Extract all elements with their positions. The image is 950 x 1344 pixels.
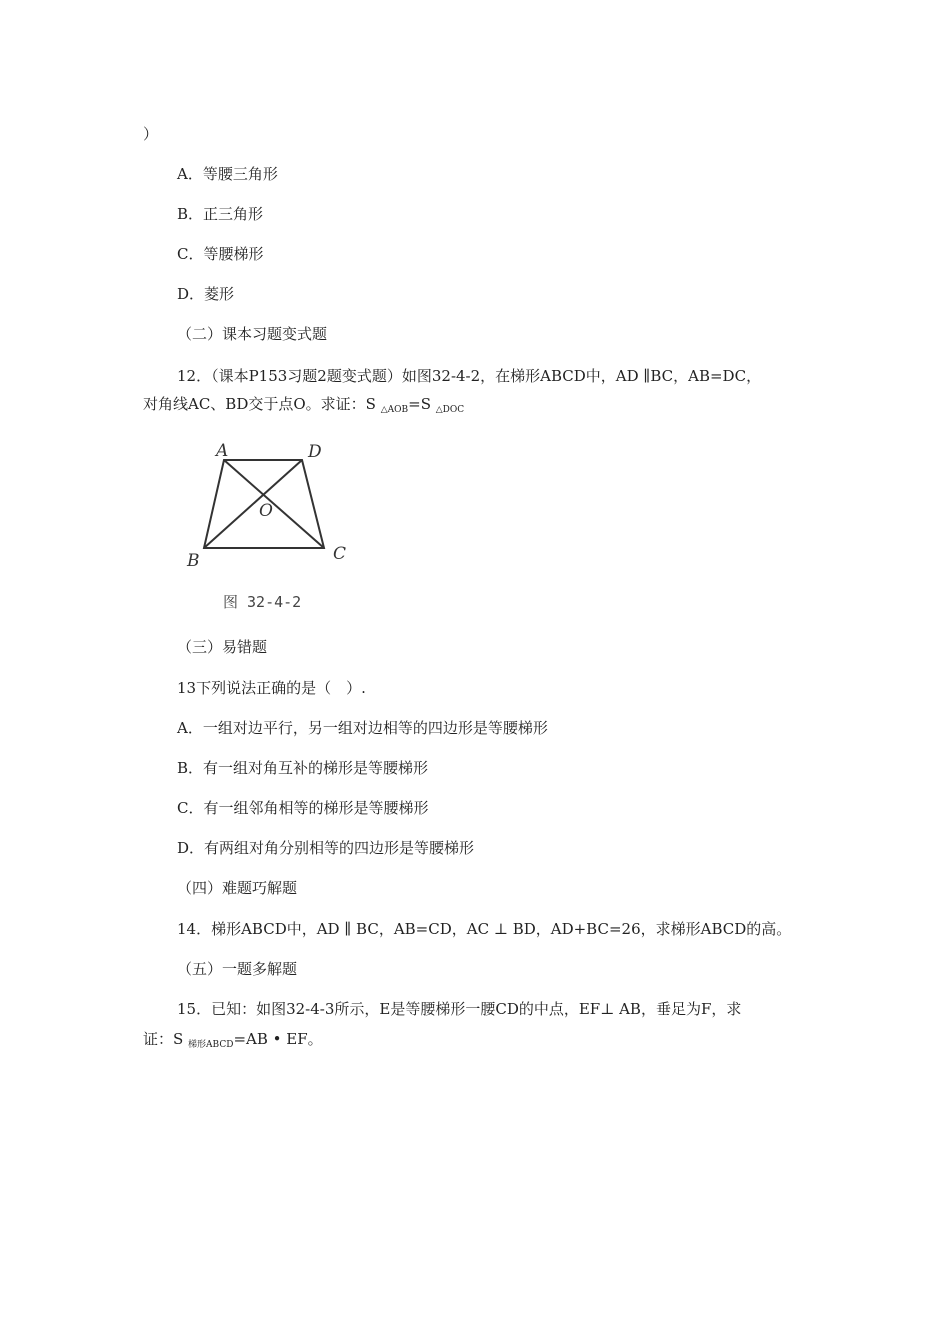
question-12-line-2 xyxy=(143,394,464,420)
trapezoid-figure xyxy=(180,432,370,617)
vertex-label-d: D xyxy=(308,442,322,462)
subscript-aob: △AOB xyxy=(380,405,409,415)
question-13-option-b: B．有一组对角互补的梯形是等腰梯形 xyxy=(177,759,429,777)
question-15-text: 证：S xyxy=(143,1030,189,1048)
diagonal-ac xyxy=(224,460,324,548)
vertex-label-c: C xyxy=(333,544,347,564)
section-heading-4: （四）难题巧解题 xyxy=(177,879,298,897)
subscript-trapezoid: 梯形ABCD xyxy=(188,1040,234,1050)
diagonal-bd xyxy=(204,460,302,548)
question-15-formula: =AB • EF。 xyxy=(233,1030,323,1048)
vertex-label-a: A xyxy=(216,441,229,461)
option-a: A．等腰三角形 xyxy=(177,165,278,183)
option-c: C．等腰梯形 xyxy=(177,245,264,263)
vertex-label-o: O xyxy=(259,501,273,521)
question-12-line-1: 12．（课本P153习题2题变式题）如图32-4-2，在梯形ABCD中，AD ∥BC，AB=DC， xyxy=(177,367,762,385)
question-13-option-d: D．有两组对角分别相等的四边形是等腰梯形 xyxy=(177,839,475,857)
question-15-line-2 xyxy=(143,1029,323,1055)
figure-caption: 图 32-4-2 xyxy=(223,593,302,611)
question-13-option-c: C．有一组邻角相等的梯形是等腰梯形 xyxy=(177,799,429,817)
question-13-option-a: A．一组对边平行，另一组对边相等的四边形是等腰梯形 xyxy=(177,719,548,737)
section-heading-3: （三）易错题 xyxy=(177,638,268,656)
question-12-text: 对角线AC、BD交于点O。求证：S xyxy=(143,395,381,413)
question-13: 13下列说法正确的是（ ）. xyxy=(177,679,366,697)
section-heading-2: （二）课本习题变式题 xyxy=(177,325,328,343)
question-12-equals: =S xyxy=(408,395,436,413)
section-heading-5: （五）一题多解题 xyxy=(177,960,298,978)
question-15-line-1: 15．已知：如图32-4-3所示，E是等腰梯形一腰CD的中点，EF⊥ AB，垂足为F，求 xyxy=(177,1000,742,1018)
closing-paren: ） xyxy=(143,125,159,143)
option-b: B．正三角形 xyxy=(177,205,264,223)
option-d: D．菱形 xyxy=(177,285,235,303)
question-14: 14．梯形ABCD中，AD ∥ BC，AB=CD，AC ⊥ BD，AD+BC=26，求梯形ABCD的高。 xyxy=(177,920,792,938)
vertex-label-b: B xyxy=(187,551,200,571)
subscript-doc: △DOC xyxy=(435,405,465,415)
